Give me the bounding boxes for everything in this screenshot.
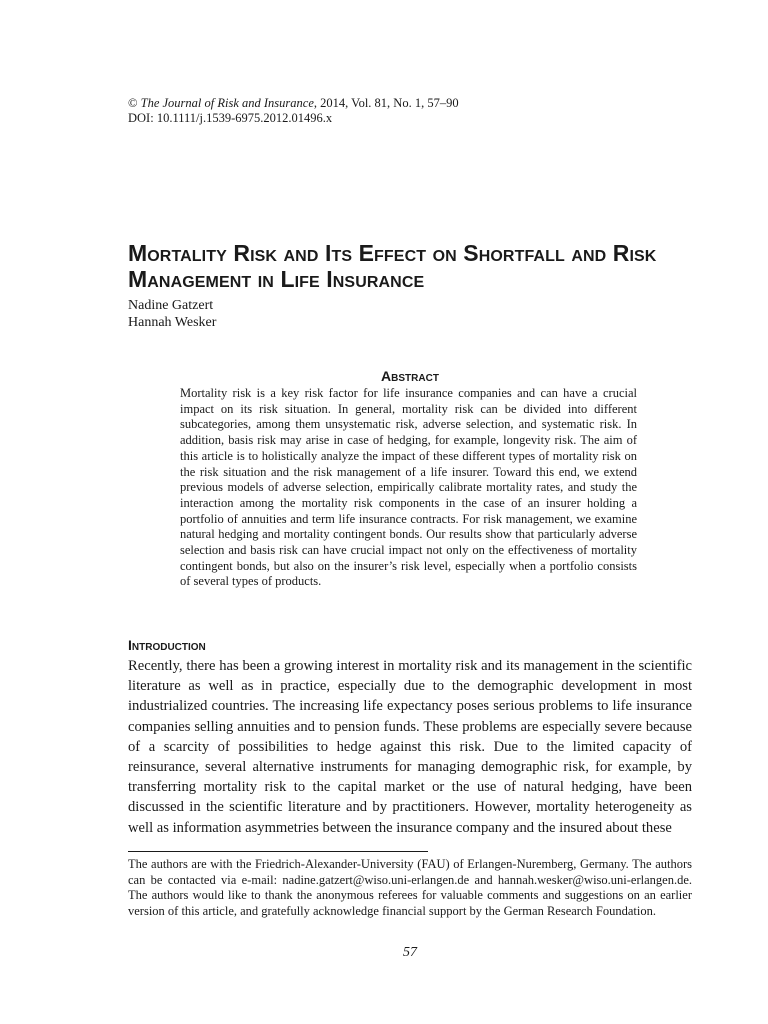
author-list [128,297,216,331]
introduction-heading: Introduction [128,637,206,653]
footnote: The authors are with the Friedrich-Alexander-University (FAU) of Erlangen-Nuremberg, Germany. The authors can be contacted via e-mail: nadine.gatzert@wiso.uni-erlangen.de and hannah.wesker@wiso.uni-erlangen.de. The authors would like to thank the anonymous referees for valuable comments and suggestions on an earlier version of this article, and gratefully acknowledge financial support by the German Research Foundation. [128,857,692,918]
journal-header [128,96,459,126]
introduction-paragraph: Recently, there has been a growing interest in mortality risk and its management in the scientific literature as well as in practice, especially due to the demographic development in most industrialized countries. The increasing life expectancy poses serious problems to life insurance companies selling annuities and to pension funds. These problems are especially severe because of a scarcity of possibilities to hedge against this risk. Due to the limited capacity of reinsurance, several alternative instruments for managing demographic risk, for example, by transferring mortality risk to the capital market or the use of natural hedging, have been discussed in the scientific literature and by practitioners. However, mortality heterogeneity as well as information asymmetries between the insurance company and the insured about these [128,658,692,836]
page-number: 57 [403,945,417,960]
author-name: Hannah Wesker [128,315,217,330]
article-title: Mortality Risk and Its Effect on Shortfall and Risk Management in Life Insurance [128,240,657,292]
copyright-symbol: © [128,96,141,110]
volume-info: , 2014, Vol. 81, No. 1, 57–90 [313,96,459,110]
doi[interactable]: DOI: 10.1111/j.1539-6975.2012.01496.x [128,111,333,125]
footnote-divider [128,851,428,852]
journal-name: The Journal of Risk and Insurance [140,96,314,110]
journal-citation [128,96,459,111]
author-name: Nadine Gatzert [128,298,214,313]
abstract-text: Mortality risk is a key risk factor for life insurance companies and can have a crucial impact on its risk situation. In general, mortality risk can be divided into different subcategories, among them unsystematic risk, adverse selection, and systematic risk. In addition, basis risk may arise in case of hedging, for example, longevity risk. The aim of this article is to holistically analyze the impact of these different types of mortality risk on the risk situation and the risk management of a life insurer. Toward this end, we extend previous models of adverse selection, empirically calibrate mortality rates, and study the interaction among the mortality risk components in the case of an insurer holding a portfolio of annuities and term life insurance contracts. For risk management, we examine natural hedging and mortality contingent bonds. Our results show that particularly adverse selection and basis risk can have crucial impact not only on the effectiveness of mortality contingent bonds, but also on the insurer’s risk level, especially when a portfolio consists of several types of products. [180,386,637,589]
abstract-heading: Abstract [381,368,439,384]
